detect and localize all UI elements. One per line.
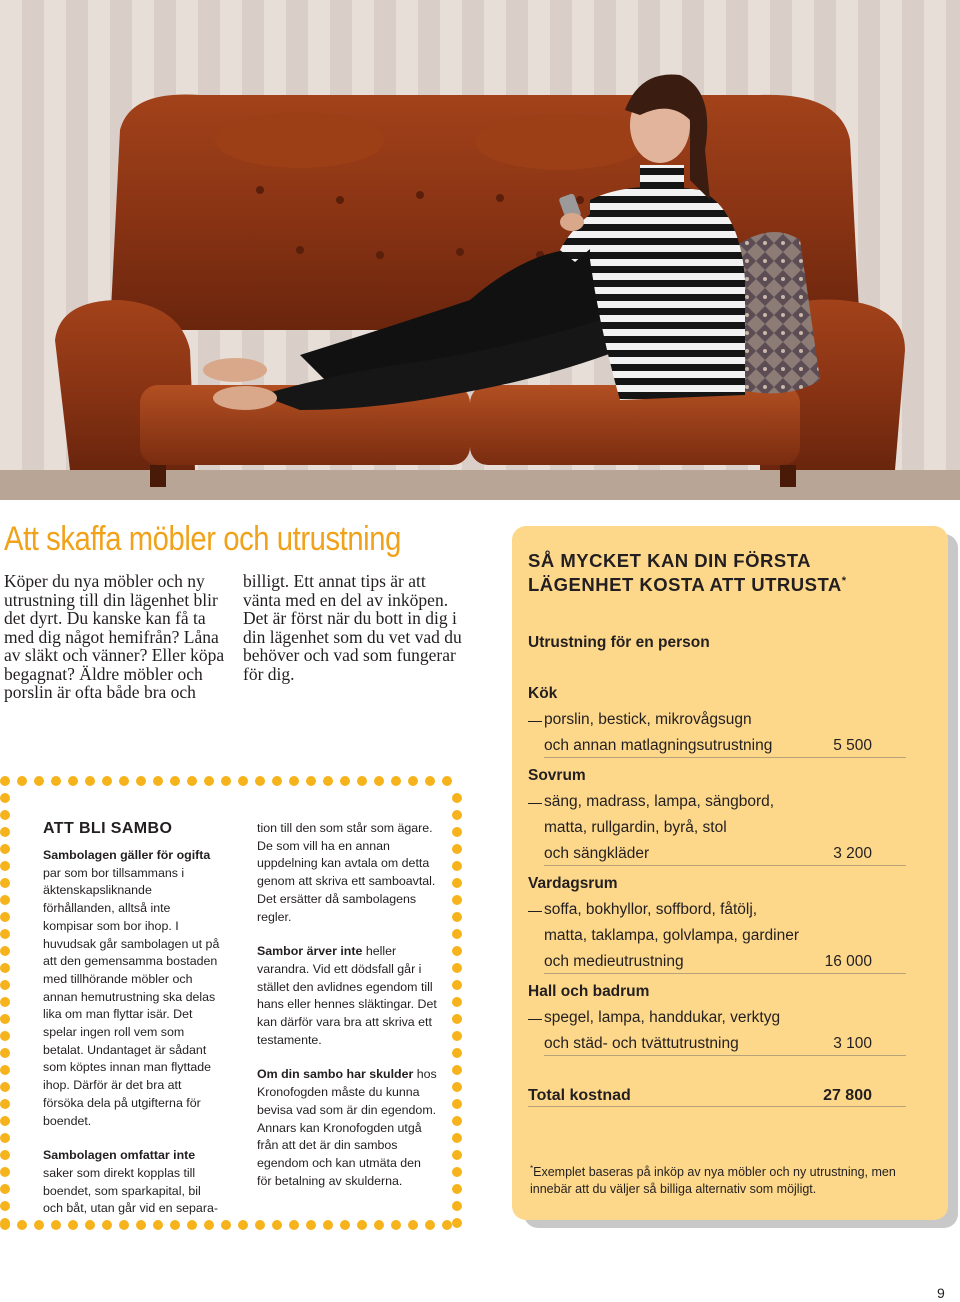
border-dot: [204, 776, 214, 786]
border-dot: [0, 878, 10, 888]
border-dot: [323, 1220, 333, 1230]
border-dot: [0, 912, 10, 922]
border-dot: [340, 1220, 350, 1230]
border-dot: [0, 1099, 10, 1109]
page-number: 9: [937, 1285, 945, 1301]
total-rule: [528, 1106, 906, 1107]
border-dot: [85, 776, 95, 786]
sambo-p4-text: hos Kronofogden måste du kunna bevisa vad som är din egendom. Annars kan Kronofogden utgå från att det är din sambos egendom och kan utmäta den för betalning av skulderna.: [257, 1067, 437, 1188]
border-dot: [0, 1167, 10, 1177]
sambo-p2-lead: Sambolagen omfattar inte: [43, 1148, 196, 1163]
border-dot: [452, 810, 462, 820]
border-dot: [452, 980, 462, 990]
sovrum-rule: [544, 865, 906, 866]
border-dot: [452, 997, 462, 1007]
border-dot: [0, 1031, 10, 1041]
sambo-paragraph-1: [43, 847, 221, 1130]
border-dot: [0, 929, 10, 939]
border-dot: [0, 810, 10, 820]
sovrum-line-1: säng, madrass, lampa, sängbord,: [544, 793, 775, 810]
border-dot: [452, 1065, 462, 1075]
border-dot: [452, 844, 462, 854]
cost-card-subtitle: Utrustning för en person: [528, 634, 710, 651]
border-dot: [357, 1220, 367, 1230]
border-dot: [306, 776, 316, 786]
sambo-paragraph-2-continued: tion till den som står som ägare. De som vill ha en annan uppdelning kan avtala om detta genom att skriva ett samboavtal. Det ersätter då sambolagens regler.: [257, 821, 436, 924]
border-dot: [153, 1220, 163, 1230]
border-dot: [0, 793, 10, 803]
border-dot: [0, 1065, 10, 1075]
border-dot: [51, 776, 61, 786]
border-dot: [374, 776, 384, 786]
border-dot: [306, 1220, 316, 1230]
sambo-column-1: [43, 847, 221, 1218]
border-dot: [452, 1082, 462, 1092]
border-dot: [425, 1220, 435, 1230]
border-dot: [452, 1201, 462, 1211]
border-dot: [452, 1150, 462, 1160]
vardagsrum-line-1: soffa, bokhyllor, soffbord, fåtölj,: [544, 901, 758, 918]
footnote-asterisk: *: [530, 1164, 534, 1173]
sovrum-price: 3 200: [833, 845, 872, 862]
border-dot: [0, 980, 10, 990]
intro-column-1: Köper du nya möbler och ny utrustning till din lägenhet blir det dyrt. Du kanske kan få ta med dig något hemifrån? Låna av släkt och vänner? Eller köpa begagnat? Äldre möbler och porslin är ofta både bra och: [4, 571, 225, 702]
border-dot: [452, 1184, 462, 1194]
total-value: 27 800: [823, 1087, 872, 1104]
border-dot: [170, 776, 180, 786]
vardagsrum-price: 16 000: [824, 953, 872, 970]
category-hall: Hall och badrum: [528, 983, 650, 1000]
sambo-heading: ATT BLI SAMBO: [43, 820, 173, 837]
border-dot: [0, 827, 10, 837]
border-dot: [0, 1201, 10, 1211]
border-dot: [452, 1099, 462, 1109]
border-dot: [0, 963, 10, 973]
footnote-text: Exemplet baseras på inköp av nya möbler och ny utrustning, men innebär att du väljer så billiga alternativ som möjligt.: [530, 1165, 896, 1196]
photo-woman-on-leather-sofa: [0, 0, 960, 500]
border-dot: [452, 827, 462, 837]
vardagsrum-rule: [544, 973, 906, 974]
sambo-column-2: [257, 820, 437, 1190]
cost-card-header: [528, 550, 906, 595]
border-dot: [289, 1220, 299, 1230]
border-dot: [0, 1218, 10, 1228]
border-dot: [452, 912, 462, 922]
border-dot: [136, 776, 146, 786]
border-dot: [272, 776, 282, 786]
border-dot: [204, 1220, 214, 1230]
border-dot: [452, 878, 462, 888]
border-dot: [17, 1220, 27, 1230]
sambo-paragraph-3: [257, 943, 437, 1049]
sovrum-line-2: matta, rullgardin, byrå, stol: [544, 819, 727, 836]
border-dot: [0, 1116, 10, 1126]
border-dot: [452, 861, 462, 871]
border-dot: [452, 929, 462, 939]
sambo-p3-lead: Sambor ärver inte: [257, 944, 363, 959]
border-dot: [408, 1220, 418, 1230]
border-dot: [452, 793, 462, 803]
sambo-p2-text: saker som direkt kopplas till boendet, som sparkapital, bil och båt, utan går vid en separa-: [43, 1165, 218, 1216]
kok-line-1: porslin, bestick, mikrovågsugn: [544, 711, 752, 728]
border-dot: [187, 1220, 197, 1230]
border-dot: [238, 776, 248, 786]
border-dot: [0, 1184, 10, 1194]
border-dot: [452, 1048, 462, 1058]
dash-vardagsrum: [528, 911, 542, 912]
border-dot: [323, 776, 333, 786]
hall-price: 3 100: [833, 1035, 872, 1052]
border-dot: [119, 776, 129, 786]
total-label: Total kostnad: [528, 1087, 631, 1104]
border-dot: [221, 1220, 231, 1230]
border-dot: [0, 776, 10, 786]
border-dot: [452, 963, 462, 973]
border-dot: [0, 997, 10, 1007]
border-dot: [0, 844, 10, 854]
footnote: [530, 1161, 902, 1197]
border-dot: [0, 1082, 10, 1092]
hall-rule: [544, 1055, 906, 1056]
border-dot: [34, 1220, 44, 1230]
border-dot: [68, 776, 78, 786]
sambo-paragraph-4: [257, 1066, 437, 1190]
border-dot: [340, 776, 350, 786]
cost-card-title-text: SÅ MYCKET KAN DIN FÖRSTA LÄGENHET KOSTA ATT UTRUSTA: [528, 550, 842, 596]
border-dot: [374, 1220, 384, 1230]
page-title: Att skaffa möbler och utrustning: [4, 520, 401, 558]
border-dot: [119, 1220, 129, 1230]
border-dot: [357, 776, 367, 786]
border-dot: [102, 776, 112, 786]
border-dot: [34, 776, 44, 786]
sambo-p1-lead: Sambolagen gäller för ogifta: [43, 848, 211, 862]
border-dot: [452, 1116, 462, 1126]
border-dot: [238, 1220, 248, 1230]
kok-price: 5 500: [833, 737, 872, 754]
hall-line-1: spegel, lampa, handdukar, verktyg: [544, 1009, 781, 1026]
border-dot: [452, 1218, 462, 1228]
border-dot: [85, 1220, 95, 1230]
border-dot: [452, 1014, 462, 1024]
border-dot: [170, 1220, 180, 1230]
border-dot: [442, 776, 452, 786]
border-dot: [452, 1133, 462, 1143]
border-dot: [0, 946, 10, 956]
sambo-p3-text: heller varandra. Vid ett dödsfall går i stället den avlidnes egendom till hans eller hennes släktingar. Det kan därför vara bra att skriva ett testamente.: [257, 944, 437, 1047]
border-dot: [391, 776, 401, 786]
border-dot: [289, 776, 299, 786]
sambo-paragraph-2: [43, 1147, 221, 1218]
border-dot: [51, 1220, 61, 1230]
dash-kok: [528, 721, 542, 722]
kok-rule: [544, 757, 906, 758]
cost-card-title: [528, 550, 906, 595]
border-dot: [68, 1220, 78, 1230]
dash-hall: [528, 1019, 542, 1020]
cost-card-title-asterisk: *: [841, 575, 847, 587]
sambo-p1-text: par som bor tillsammans i äktenskapsliknande förhållanden, alltså inte kompisar som bor ihop. I huvudsak går sambolagen ut på att den gemensamma bostaden med tillhörande möbler och annan hemutrustning ska delas lika om man flyttar isär. Det spelar ingen roll vem som betalat. Undantaget är sådant som köptes innan man flyttade ihop. Därför är det bra att försöka dela på utgifterna för boendet.: [43, 865, 220, 1128]
border-dot: [221, 776, 231, 786]
category-sovrum: Sovrum: [528, 767, 586, 784]
border-dot: [452, 946, 462, 956]
border-dot: [255, 776, 265, 786]
border-dot: [187, 776, 197, 786]
border-dot: [408, 776, 418, 786]
border-dot: [452, 1031, 462, 1041]
border-dot: [153, 776, 163, 786]
sovrum-line-3: och sängkläder: [544, 845, 650, 862]
border-dot: [0, 1048, 10, 1058]
border-dot: [17, 776, 27, 786]
border-dot: [452, 1167, 462, 1177]
cost-card: [512, 526, 948, 1220]
border-dot: [0, 1133, 10, 1143]
border-dot: [391, 1220, 401, 1230]
sambo-p4-lead: Om din sambo har skulder: [257, 1067, 414, 1082]
hall-line-2: och städ- och tvättutrustning: [544, 1035, 739, 1052]
intro-column-2: billigt. Ett annat tips är att vänta med en del av inköpen. Det är först när du bott in dig i din lägenhet som du vet vad du behöver och vad som fungerar för dig.: [243, 571, 462, 684]
category-vardagsrum: Vardagsrum: [528, 875, 618, 892]
category-kok: Kök: [528, 685, 558, 702]
dash-sovrum: [528, 803, 542, 804]
border-dot: [136, 1220, 146, 1230]
border-dot: [0, 1150, 10, 1160]
border-dot: [0, 861, 10, 871]
border-dot: [425, 776, 435, 786]
vardagsrum-line-2: matta, taklampa, golvlampa, gardiner: [544, 927, 800, 944]
border-dot: [452, 895, 462, 905]
border-dot: [255, 1220, 265, 1230]
vardagsrum-line-3: och medieutrustning: [544, 953, 684, 970]
border-dot: [0, 895, 10, 905]
border-dot: [442, 1220, 452, 1230]
kok-line-2: och annan matlagningsutrustning: [544, 737, 773, 754]
border-dot: [0, 1014, 10, 1024]
border-dot: [272, 1220, 282, 1230]
border-dot: [102, 1220, 112, 1230]
